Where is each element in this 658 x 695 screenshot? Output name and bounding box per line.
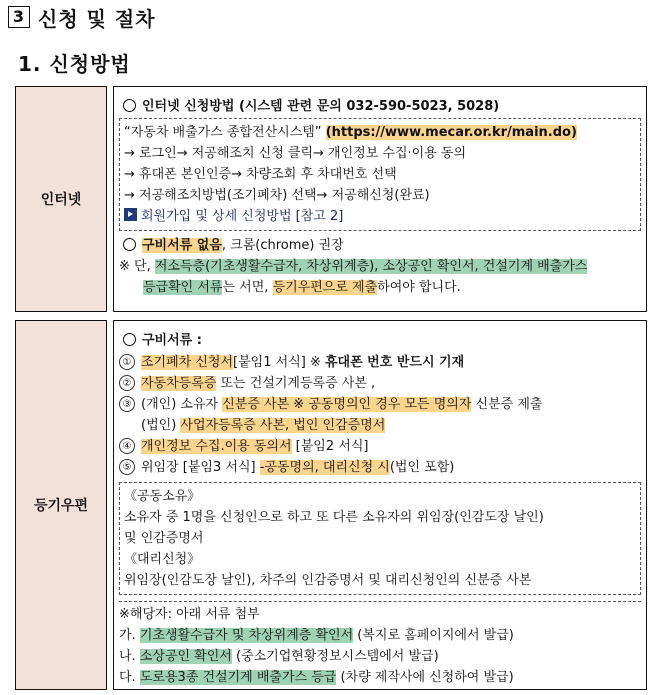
joint-line-1: 소유자 중 1명을 신청인으로 하고 또 다른 소유자의 위임장(인감도장 날인) xyxy=(124,510,544,525)
doc-item-2 xyxy=(119,373,641,394)
subsection-title: 1. 신청방법 xyxy=(18,52,131,76)
note-prefix: ※ 단, xyxy=(119,259,155,274)
doc-item-3 xyxy=(119,394,641,415)
bullet-circle-icon xyxy=(123,99,136,112)
joint-proxy-box xyxy=(119,482,641,595)
extra-title: ※해당자: 아래 서류 첨부 xyxy=(119,607,260,622)
doc2-highlight: 자동차등록증 xyxy=(141,376,217,391)
extra-docs xyxy=(119,601,641,688)
joint-line-2: 및 인감증명서 xyxy=(124,531,204,546)
note-line-1 xyxy=(119,256,641,277)
doc3-highlight-1: 신분증 사본 ※ 공동명의인 경우 모든 명의자 xyxy=(222,397,472,412)
step-line: → 로그인→ 저공해조치 신청 클릭→ 개인정보 수집·이용 동의 xyxy=(124,146,467,161)
doc-item-1 xyxy=(119,352,641,373)
doc5-rest: (법인 포함) xyxy=(389,460,455,475)
step-line: → 휴대폰 본인인증→ 차량조회 후 차대번호 선택 xyxy=(124,167,397,182)
doc3-a: (개인) 소유자 xyxy=(141,397,223,412)
section-number: 3 xyxy=(8,6,30,28)
extra-highlight: 기초생활수급자 및 차상위계층 확인서 xyxy=(139,628,354,643)
bullet-circle-icon xyxy=(123,333,136,346)
site-name: “자동차 배출가스 종합전산시스템” xyxy=(124,125,322,140)
arrow-box-icon xyxy=(124,208,137,221)
doc5-highlight: -공동명의, 대리신청 시 xyxy=(259,460,390,475)
site-line xyxy=(124,122,636,143)
mail-row xyxy=(15,320,647,690)
mail-label: 등기우편 xyxy=(15,320,107,690)
extra-item xyxy=(119,646,641,667)
section-title: 신청 및 절차 xyxy=(38,6,156,31)
section-heading xyxy=(8,2,156,32)
internet-label: 인터넷 xyxy=(15,86,107,312)
note-mid: 는 서면, xyxy=(222,280,273,295)
internet-method-title: 인터넷 신청방법 (시스템 관련 문의 032-590-5023, 5028) xyxy=(142,99,500,114)
number-badge: ① xyxy=(119,354,135,370)
doc1-bold: 휴대폰 번호 반드시 기재 xyxy=(324,355,465,370)
doc2-rest: 또는 건설기계등록증 사본 , xyxy=(216,376,376,391)
no-docs-rest: , 크롬(chrome) 권장 xyxy=(221,238,344,253)
doc-item-5 xyxy=(119,457,641,478)
proxy-title: 《대리신청》 xyxy=(124,552,201,567)
doc1-rest: [붙임1 서식] ※ xyxy=(233,355,325,370)
note-highlight-1: 저소득층(기초생활수급자, 차상위계층), 소상공인 확인서, 건설기계 배출가스 xyxy=(154,259,588,274)
internet-row xyxy=(15,86,647,312)
guide-link-text: 회원가입 및 상세 신청방법 [참고 2] xyxy=(141,209,344,224)
no-docs-line xyxy=(119,231,641,256)
docs-title: 구비서류 : xyxy=(142,333,202,348)
extra-highlight: 소상공인 확인서 xyxy=(139,649,232,664)
number-badge: ④ xyxy=(119,438,135,454)
internet-content xyxy=(113,86,647,312)
site-url-link[interactable]: (https://www.mecar.or.kr/main.do) xyxy=(325,125,577,140)
doc3-b: 신분증 제출 xyxy=(471,397,543,412)
bullet-circle-icon xyxy=(123,238,136,251)
joint-title: 《공동소유》 xyxy=(124,489,201,504)
doc-item-3-cont xyxy=(119,415,641,436)
doc1-highlight: 조기폐차 신청서 xyxy=(141,355,234,370)
doc3-highlight-2: 사업자등록증 사본, 법인 인감증명서 xyxy=(180,418,386,433)
step-line: → 저공해조치방법(조기폐차) 선택→ 저공해신청(완료) xyxy=(124,188,430,203)
doc3-c: (법인) xyxy=(141,418,181,433)
number-badge: ② xyxy=(119,375,135,391)
guide-link[interactable] xyxy=(124,206,636,227)
note-end: 하여야 합니다. xyxy=(377,280,461,295)
mail-content xyxy=(113,320,647,690)
no-docs-highlight: 구비서류 없음 xyxy=(142,238,222,253)
extra-highlight: 도로용3종 건설기계 배출가스 등급 xyxy=(139,670,337,685)
number-badge: ⑤ xyxy=(119,459,135,475)
extra-rest: (복지로 홈페이지에서 발급) xyxy=(353,628,514,643)
doc4-highlight: 개인정보 수집.이용 동의서 xyxy=(141,439,292,454)
doc-item-4 xyxy=(119,436,641,457)
proxy-line-1: 위임장(인감도장 날인), 차주의 인감증명서 및 대리신청인의 신분증 사본 xyxy=(124,573,532,588)
doc5-a: 위임장 [붙임3 서식] xyxy=(141,460,260,475)
note-line-2 xyxy=(119,277,641,298)
internet-method-heading xyxy=(119,87,641,118)
note-highlight-2: 등급확인 서류 xyxy=(143,280,223,295)
extra-prefix: 다. xyxy=(119,670,140,685)
extra-item xyxy=(119,625,641,646)
number-badge: ③ xyxy=(119,396,135,412)
doc4-rest: [붙임2 서식] xyxy=(291,439,369,454)
extra-item xyxy=(119,667,641,688)
docs-heading xyxy=(119,321,641,352)
extra-prefix: 가. xyxy=(119,628,140,643)
note-highlight-3: 등기우편으로 제출 xyxy=(272,280,378,295)
extra-prefix: 나. xyxy=(119,649,140,664)
extra-rest: (차량 제작사에 신청하여 발급) xyxy=(336,670,514,685)
internet-steps-box xyxy=(119,118,641,231)
extra-rest: (중소기업현황정보시스템에서 발급) xyxy=(231,649,439,664)
